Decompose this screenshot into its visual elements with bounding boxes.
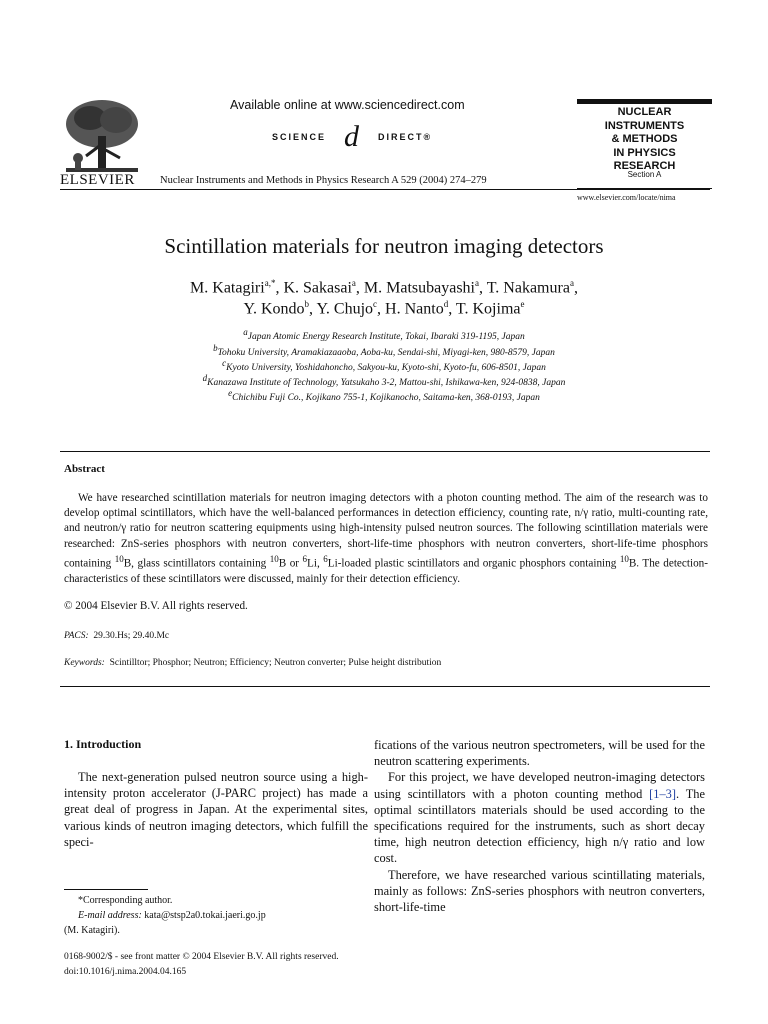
isotope-sup: 6 (302, 553, 308, 564)
affiliation-item (0, 343, 768, 358)
author-affiliation-sup: c (373, 299, 378, 309)
affiliation-item (0, 373, 768, 388)
author-name: , T. Kojima (448, 300, 521, 318)
abstract-part: Li, (307, 557, 324, 570)
journal-logo-box (577, 99, 712, 189)
citation-link[interactable]: [1–3] (649, 786, 676, 801)
sciencedirect-logo (272, 120, 452, 160)
right-paragraph-3: Therefore, we have researched various scintillating materials, mainly as follows: ZnS-series phosphors with neutron converters, short-life-time (374, 867, 705, 915)
affiliation-item (0, 388, 768, 403)
affiliation-text: Tohoku University, Aramakiazaaoba, Aoba-ku, Sendai-shi, Miyagi-ken, 980-8579, Japan (217, 348, 555, 359)
journal-reference: Nuclear Instruments and Methods in Physics Research A 529 (2004) 274–279 (160, 175, 487, 186)
footnote-rule (64, 889, 148, 890)
paragraph-text: For this project, we have developed neutron-imaging detectors using scintillators with a photon counting method (374, 770, 705, 801)
author-affiliation-sup: b (304, 299, 310, 309)
abstract-copyright: © 2004 Elsevier B.V. All rights reserved. (64, 600, 248, 612)
email-value[interactable]: kata@stsp2a0.tokai.jaeri.go.jp (144, 910, 266, 921)
author-name: , K. Sakasai (275, 279, 352, 297)
pacs-label: PACS: (64, 631, 89, 641)
isotope-sup: 10 (114, 553, 124, 564)
doi-line[interactable]: doi:10.1016/j.nima.2004.04.165 (64, 967, 187, 977)
affiliation-text: Japan Atomic Energy Research Institute, Tokai, Ibaraki 319-1195, Japan (247, 332, 525, 343)
right-column (374, 737, 705, 915)
abstract-part: B. The detection-characteristics of these scintillators were discussed, mainly for their detection efficiency. (64, 557, 708, 585)
abstract-heading: Abstract (64, 463, 105, 475)
author-name: , (573, 279, 578, 297)
author-name: Y. Kondo (243, 300, 305, 318)
authors-line-2 (0, 299, 768, 318)
author-affiliation-sup: d (443, 299, 449, 309)
abstract-part: Li-loaded plastic scintillators and organic phosphors containing (327, 557, 620, 570)
keywords-value: Scintilltor; Phosphor; Neutron; Efficiency; Neutron converter; Pulse height distribution (109, 658, 442, 668)
pacs-line (64, 631, 169, 641)
right-paragraph-1: fications of the various neutron spectrometers, will be used for the neutron scattering experiments. (374, 738, 705, 769)
affiliation-sup: e (228, 388, 233, 398)
affiliation-sup: d (202, 373, 208, 383)
author-affiliation-sup: a (475, 278, 479, 288)
abstract-part: We have researched scintillation materials for neutron imaging detectors with a photon counting method. The aim of the research was to develop optimal scintillators, which have the well-balanced performances in detection efficiency, counting rate, n/γ ratio, multi-counting rate, and neutron/γ ratio for neutron scattering equipments using high-intensity pulsed neutron sources. The following scintillation materials were researched: ZnS-series phosphors with neutron converters, short-life-time phosphors with neutron converters, short-life-time phosphors containing (64, 492, 708, 570)
isotope-sup: 6 (323, 553, 328, 564)
email-name: (M. Katagiri). (64, 925, 120, 936)
abstract-divider-top (60, 451, 710, 452)
sciencedirect-left: SCIENCE (272, 132, 327, 142)
journal-url[interactable]: www.elsevier.com/locate/nima (577, 193, 676, 202)
author-name: M. Katagiri (190, 279, 265, 297)
corresponding-author-note: *Corresponding author. (78, 895, 173, 906)
pacs-value: 29.30.Hs; 29.40.Mc (93, 631, 170, 641)
right-paragraph-2 (374, 769, 705, 866)
sciencedirect-right: DIRECT® (378, 132, 433, 142)
journal-box-section: Section A (627, 170, 662, 179)
left-column-paragraph: The next-generation pulsed neutron source using a high-intensity proton accelerator (J-PARC project) has made a great deal of progress in Japan. At the experimental sites, various kinds of neutron imaging detectors, which fulfill the speci- (64, 770, 368, 849)
authors-line-1 (0, 278, 768, 297)
author-name: , Y. Chujo (309, 300, 374, 318)
section-heading: 1. Introduction (64, 737, 142, 751)
author-affiliation-sup: a (351, 278, 356, 288)
author-name: , H. Nanto (377, 300, 444, 318)
abstract-divider-bottom (60, 686, 710, 687)
isotope-sup: 10 (619, 553, 629, 564)
author-name: , T. Nakamura (479, 279, 570, 297)
affiliation-sup: c (222, 358, 227, 368)
article-title: Scintillation materials for neutron imaging detectors (164, 234, 604, 258)
journal-box-title: NUCLEAR INSTRUMENTS & METHODS IN PHYSICS RESEARCH (604, 106, 685, 172)
email-line (78, 910, 266, 921)
affiliation-sup: a (243, 327, 248, 337)
author-name: , M. Matsubayashi (355, 279, 475, 297)
elsevier-tree-logo (60, 96, 144, 178)
author-affiliation-sup: a (569, 278, 574, 288)
affiliation-text: Kyoto University, Yoshidahoncho, Sakyou-ku, Kyoto-shi, Kyoto-fu, 606-8501, Japan (226, 363, 546, 374)
header-divider (60, 189, 710, 190)
keywords-line (64, 658, 441, 668)
available-online-text: Available online at www.sciencedirect.com (230, 98, 465, 112)
affiliation-item (0, 358, 768, 373)
isotope-sup: 10 (269, 553, 279, 564)
affiliation-text: Chichibu Fuji Co., Kojikano 755-1, Kojikanocho, Saitama-ken, 368-0193, Japan (232, 393, 540, 404)
paragraph-text: . The optimal scintillators materials should be used according to the specifications required for the instruments, such as short decay time, high neutron detection efficiency, high n/γ ratio and low cost. (374, 786, 705, 866)
author-affiliation-sup: a,* (264, 278, 276, 288)
sciencedirect-mark-icon: d (344, 120, 359, 153)
author-affiliation-sup: e (520, 299, 525, 309)
issn-line: 0168-9002/$ - see front matter © 2004 Elsevier B.V. All rights reserved. (64, 952, 339, 962)
abstract-part: B, glass scintillators containing (123, 557, 270, 570)
abstract-text (64, 491, 708, 587)
affiliation-item (0, 327, 768, 342)
abstract-part: B or (278, 557, 303, 570)
affiliation-text: Kanazawa Institute of Technology, Yatsukaho 3-2, Mattou-shi, Ishikawa-ken, 924-0838, Japan (207, 378, 566, 389)
publisher-name: ELSEVIER (60, 172, 135, 188)
keywords-label: Keywords: (64, 658, 105, 668)
email-label: E-mail address: (78, 910, 142, 921)
affiliation-sup: b (213, 343, 218, 353)
